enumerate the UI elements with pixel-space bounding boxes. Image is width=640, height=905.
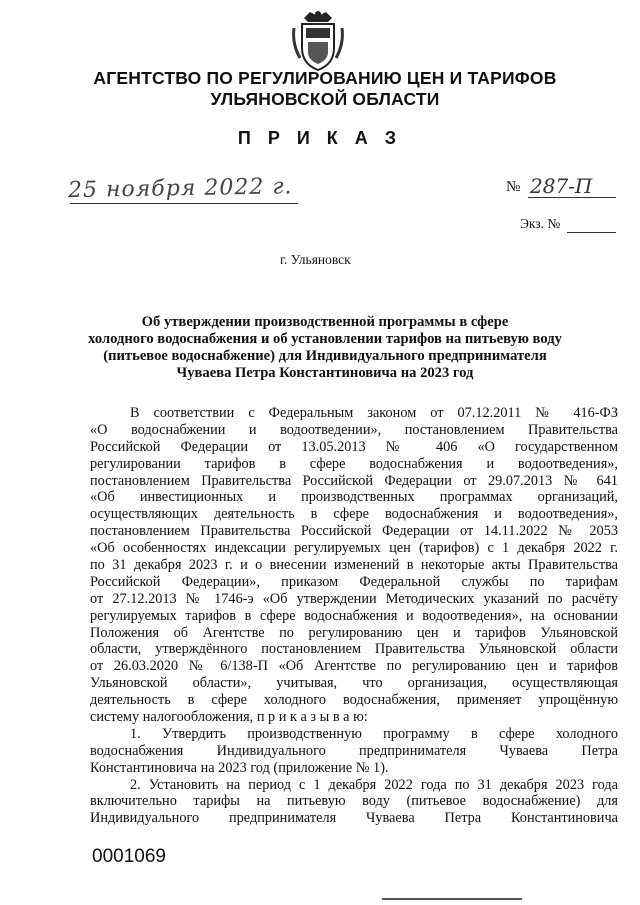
body-line: постановлением Правительства Российской Федерации от 29.07.2013 № 641	[90, 472, 618, 489]
subject-line: Чуваева Петра Константиновича на 2023 год	[176, 365, 474, 381]
body-line: Российской Федерации от 13.05.2013 № 406 «О государственном	[90, 438, 618, 455]
subject-line: Об утверждении производственной программы в сфере	[141, 314, 509, 330]
body-line: включительно тарифы на питьевую воду (питьевое водоснабжение) для	[90, 793, 618, 810]
body-line: «Об особенностях индексации регулируемых цен (тарифов) с 1 декабря 2022 г.	[90, 540, 618, 557]
copy-number-label: Экз. №	[520, 216, 561, 231]
order-number	[506, 176, 616, 200]
copy-number-blank	[567, 232, 616, 233]
body-line: 2. Установить на период с 1 декабря 2022 года по 31 декабря 2023 года	[130, 776, 618, 793]
body-line: Индивидуального предпринимателя Чуваева Петра Константиновича	[90, 810, 618, 827]
scan-edge-mark	[382, 898, 522, 900]
document-type: П Р И К А З	[237, 128, 403, 148]
body-line: деятельность в сфере холодного водоснабжения, применяет упрощённую	[90, 692, 618, 709]
body-line: «О водоснабжении и водоотведении», постановлением Правительства	[90, 421, 618, 438]
copy-number	[520, 216, 620, 236]
body-line: области, утверждённого постановлением Правительства Ульяновской области	[90, 641, 618, 658]
body-line: по 31 декабря 2023 г. и о внесении изменений в некоторые акты Правительства	[90, 557, 618, 574]
body-line: постановлением Правительства Российской Федерации от 14.11.2022 № 2053	[90, 523, 618, 540]
agency-title-line2: УЛЬЯНОВСКОЙ ОБЛАСТИ	[210, 89, 440, 109]
order-number-label: №	[506, 179, 521, 195]
city-name: г. Ульяновск	[280, 252, 351, 267]
body-line: водоснабжения Индивидуального предпринимателя Чуваева Петра	[90, 742, 618, 759]
subject-line: холодного водоснабжения и об установлении тарифов на питьевую воду	[88, 331, 562, 347]
body-line: В соответствии с Федеральным законом от 07.12.2011 № 416-ФЗ	[130, 405, 618, 421]
body-line: 1. Утвердить производственную программу в сфере холодного	[130, 725, 618, 742]
body-line: Константиновича на 2023 год (приложение № 1).	[90, 759, 389, 776]
body-line: Российской Федерации», приказом Федеральной службы по тарифам	[90, 573, 618, 590]
date-underline	[70, 203, 298, 204]
coat-of-arms-emblem	[290, 8, 346, 74]
body-line: «Об инвестиционных и производственных программах организаций,	[90, 489, 618, 506]
body-line: Ульяновской области», учитывая, что организация, осуществляющая	[90, 675, 618, 692]
agency-title-line1: АГЕНТСТВО ПО РЕГУЛИРОВАНИЮ ЦЕН И ТАРИФОВ	[93, 68, 557, 88]
order-subject	[88, 314, 562, 382]
document-code: 0001069	[92, 846, 166, 867]
handwritten-date: 25 ноября 2022 г.	[67, 174, 293, 204]
order-number-handwritten: 287-П	[530, 174, 593, 198]
body-line: от 27.12.2013 № 1746-э «Об утверждении Методических указаний по расчёту	[90, 590, 618, 607]
body-line: от 26.03.2020 № 6/138-П «Об Агентстве по регулированию цен и тарифов	[90, 658, 618, 675]
body-line: Положения об Агентстве по регулированию цен и тарифов Ульяновской	[90, 624, 618, 641]
subject-line: (питьевое водоснабжение) для Индивидуального предпринимателя	[103, 348, 547, 364]
body-line: регулируемых тарифов в сфере водоснабжения и водоотведения», на основании	[90, 607, 618, 624]
body-line: осуществляющих деятельность в сфере водоснабжения и водоотведения»,	[90, 506, 618, 523]
order-body	[90, 405, 618, 827]
order-number-underline	[528, 197, 616, 198]
body-line: систему налогообложения, п р и к а з ы в а ю:	[90, 709, 368, 726]
agency-title	[60, 68, 590, 110]
body-line: регулировании тарифов в сфере водоснабжения и водоотведения»,	[90, 455, 618, 472]
